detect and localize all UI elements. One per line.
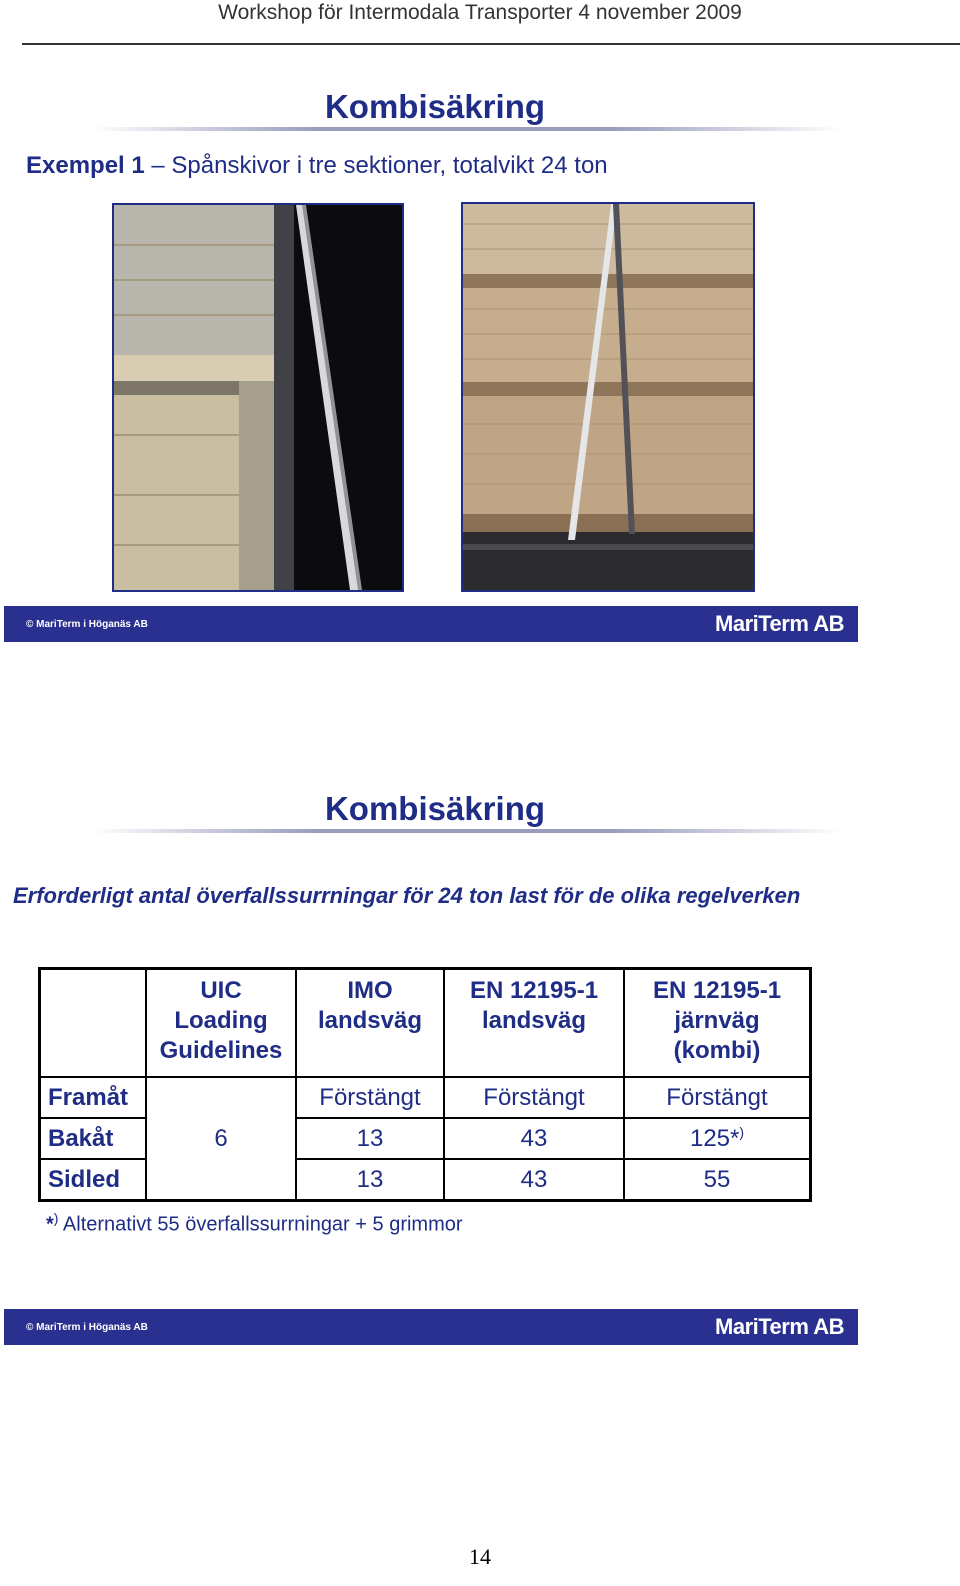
slide2-title: Kombisäkring — [324, 790, 546, 827]
column-header-en-rail — [624, 969, 811, 1078]
table-cell: 13 — [296, 1118, 444, 1159]
slide1-footer — [4, 606, 858, 642]
column-header-line: (kombi) — [673, 1037, 761, 1064]
footnote-mark: * — [46, 1213, 54, 1236]
photo-chipboard-stacks-image — [463, 204, 753, 590]
table-cell — [624, 1118, 811, 1159]
slide2-footer — [4, 1309, 858, 1345]
uic-value-cell: 6 — [146, 1077, 296, 1201]
slide1-subtitle-bold: Exempel 1 — [26, 152, 145, 179]
table-cell: 13 — [296, 1159, 444, 1201]
slide1-subtitle — [26, 152, 608, 180]
slide2-footer-logo: MariTerm AB — [715, 1314, 844, 1339]
row-label-sidled: Sidled — [40, 1159, 147, 1201]
table-cell: 55 — [624, 1159, 811, 1201]
row-label-framat: Framåt — [40, 1077, 147, 1118]
photo-chipboard-closeup — [112, 203, 404, 592]
table-cell: Förstängt — [444, 1077, 624, 1118]
column-header-line: EN 12195-1 — [469, 977, 599, 1004]
slide1-footer-copyright: © MariTerm i Höganäs AB — [26, 619, 148, 630]
column-header-line: landsväg — [317, 1007, 423, 1034]
column-header-line: UIC — [200, 977, 242, 1004]
table-row — [40, 1077, 811, 1118]
table-cell: Förstängt — [624, 1077, 811, 1118]
footnote-mark-sup: ) — [53, 1210, 59, 1226]
table-cell: Förstängt — [296, 1077, 444, 1118]
table-cell: 43 — [444, 1118, 624, 1159]
header-rule — [22, 43, 960, 45]
column-header-uic — [146, 969, 296, 1078]
table-cell-value: 125* — [689, 1125, 740, 1152]
slide2-footer-copyright: © MariTerm i Höganäs AB — [26, 1322, 148, 1333]
slide2-subtitle: Erforderligt antal överfallssurrningar för 24 ton last för de olika regelverken — [13, 883, 801, 908]
column-header-line: IMO — [347, 977, 393, 1004]
slide1-title-rule — [90, 127, 840, 131]
lashing-table — [38, 967, 812, 1202]
page-number: 14 — [469, 1544, 491, 1569]
footnote-ref: ) — [739, 1124, 745, 1140]
column-header-line: landsväg — [481, 1007, 587, 1034]
column-header-line: Guidelines — [159, 1037, 283, 1064]
table-footnote — [46, 1210, 463, 1237]
slide1-subtitle-rest: – Spånskivor i tre sektioner, totalvikt 24 ton — [144, 152, 608, 179]
row-label-bakat: Bakåt — [40, 1118, 147, 1159]
column-header-line: Loading — [174, 1007, 268, 1034]
slide1-footer-logo: MariTerm AB — [715, 611, 844, 636]
footnote-text: Alternativt 55 överfallssurrningar + 5 grimmor — [58, 1213, 463, 1236]
slide2-title-rule — [90, 829, 840, 833]
column-header-imo — [296, 969, 444, 1078]
slide1-title: Kombisäkring — [324, 88, 546, 125]
table-header-row — [40, 969, 811, 1078]
column-header-en-road — [444, 969, 624, 1078]
photo-chipboard-stacks — [461, 202, 755, 592]
table-corner-cell — [40, 969, 147, 1078]
column-header-line: järnväg — [674, 1007, 760, 1034]
photo-chipboard-closeup-image — [114, 205, 402, 590]
column-header-line: EN 12195-1 — [652, 977, 782, 1004]
page-header: Workshop för Intermodala Transporter 4 november 2009 — [218, 1, 742, 24]
table-cell: 43 — [444, 1159, 624, 1201]
